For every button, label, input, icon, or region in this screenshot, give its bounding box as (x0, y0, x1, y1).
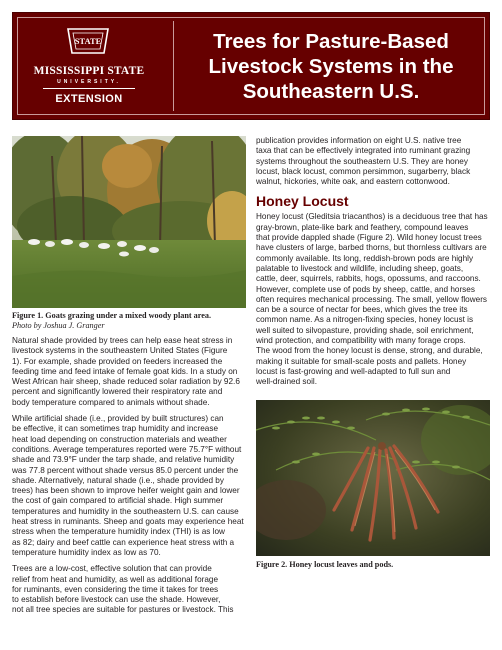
page-title (179, 29, 483, 104)
text-line: heat stress in ruminants. Sheep and goats may experience heat (12, 517, 244, 527)
text-line: temperatures and humidity in the southeastern U.S. can cause (12, 506, 239, 516)
msu-shield-icon (65, 27, 111, 55)
figure-1-caption (12, 311, 248, 330)
text-line: shade and 73.9°F under the tarp shade, and relative humidity (12, 455, 235, 465)
caption-text: Figure 1. Goats grazing under a mixed woody plant area. (12, 311, 212, 320)
text-line: often requires mechanical processing. The small, yellow flowers (256, 294, 488, 304)
text-line: the cost of gain compared to artificial shade. High summer (12, 496, 224, 506)
shield-text: STATE (74, 36, 102, 46)
photo-credit: Photo by Joshua J. Granger (12, 321, 105, 330)
text-line: Natural shade provided by trees can help ease heat stress in (12, 336, 233, 345)
text-line: locust is fast-growing and well-adapted to full sun and (256, 366, 451, 376)
text-line: Trees are a low-cost, effective solution that can provide (12, 564, 212, 574)
banner-divider (173, 21, 174, 111)
figure-2-caption: Figure 2. Honey locust leaves and pods. (256, 560, 394, 569)
honey-locust-photo (256, 400, 490, 556)
text-line: gray-brown, plate-like bark and feathery, compound leaves (256, 222, 469, 232)
text-line: not all tree species are suitable for pastures or livestock. This (12, 605, 234, 615)
text-line: shade. Alternatively, natural shade (i.e., shade provided by (12, 475, 224, 485)
text-line: was 77.8 percent without shade versus 85.0 percent under the (12, 465, 239, 475)
text-line: to establish before livestock can use the shade. However, (12, 595, 221, 605)
text-line: be effective, it can sometimes trap humidity and increase (12, 424, 219, 434)
text-line: heat load depending on construction materials and weather (12, 434, 227, 444)
text-line: While artificial shade (i.e., provided by built structures) can (12, 414, 224, 424)
text-line: feeding time and feed intake of female goat kids. In a study on (12, 366, 238, 376)
text-line: However, complete use of pods by sheep, cattle, and horses (256, 284, 475, 294)
text-line: publication provides information on eight U.S. native tree (256, 136, 462, 145)
text-line: for ruminants, even considering the time it takes for trees (12, 584, 219, 594)
text-line: well-drained soil. (256, 377, 317, 387)
logo-unit: EXTENSION (55, 93, 123, 105)
text-line: relief from heat and humidity, as well as additional forage (12, 574, 219, 584)
paragraph (12, 414, 252, 558)
logo-name: MISSISSIPPI STATE (33, 65, 145, 77)
text-line: walnut, hickories, white oak, and eastern cottonwood. (256, 177, 450, 187)
text-line: conditions. Average temperatures reported were 75.7°F without (12, 444, 242, 454)
text-line: palatable to livestock and wildlife, including sheep, goats, (256, 263, 464, 273)
text-line: locust, black locust, common persimmon, sugarberry, black (256, 166, 471, 176)
logo-subname: UNIVERSITY. (57, 79, 121, 85)
section-heading-honey-locust: Honey Locust (256, 193, 349, 210)
text-line: taxa that can be effectively integrated into ruminant grazing (256, 146, 471, 156)
text-line: livestock systems in the southeastern United States (Figure (12, 346, 228, 356)
text-line: systems throughout the southeastern U.S. They are honey (256, 156, 468, 166)
goats-grazing-photo (12, 136, 246, 308)
text-line: body temperature compared to animals without shade. (12, 397, 210, 407)
text-line: Honey locust (Gleditsia triacanthos) is a deciduous tree that has (256, 212, 488, 222)
text-line: can be a source of nectar for bees, which gives the tree its (256, 305, 468, 315)
paragraph (12, 336, 252, 408)
paragraph (256, 212, 492, 387)
text-line: have clusters of large, barbed thorns, but thornless cultivars are (256, 243, 487, 253)
text-line: West African hair sheep, shade reduced solar radiation by 92.6 (12, 377, 240, 387)
text-line: percent and significantly lowered their respiratory rate and (12, 387, 223, 397)
title-line: Trees for Pasture-Based (213, 30, 449, 53)
text-line: stress when the temperature humidity index (THI) is as low (12, 527, 225, 537)
text-line: trees) has been shown to improve heifer weight gain and lower (12, 486, 240, 496)
paragraph (12, 564, 252, 615)
text-line: temperature humidity index as low as 70. (12, 547, 161, 557)
title-line: Southeastern U.S. (242, 80, 420, 103)
text-line: that provide dappled shade (Figure 2). Wild honey locust trees (256, 233, 482, 243)
right-column (256, 136, 492, 394)
logo-rule (43, 88, 135, 89)
title-line: Livestock Systems in the (208, 55, 454, 78)
text-line: well suited to silvopasture, providing shade, soil enrichment, (256, 325, 474, 335)
msu-extension-logo (13, 13, 165, 119)
text-line: cattle, deer, squirrels, rabbits, hogs, opossums, and raccoons. (256, 274, 481, 284)
paragraph (256, 136, 492, 187)
text-line: wind protection, and compatibility with many forage crops. (256, 336, 466, 346)
left-column (12, 336, 252, 622)
text-line: 1). For example, shade provided on feeders increased the (12, 356, 223, 366)
text-line: common name. As a nitrogen-fixing species, honey locust is (256, 315, 474, 325)
text-line: The wood from the honey locust is dense, strong, and durable, (256, 346, 483, 356)
text-line: making it suitable for small-scale posts and pallets. Honey (256, 356, 467, 366)
text-line: as 82; dairy and beef cattle can experience heat stress with a (12, 537, 235, 547)
text-line: commonly available. Its long, reddish-brown pods are highly (256, 253, 474, 263)
header-banner (12, 12, 490, 120)
